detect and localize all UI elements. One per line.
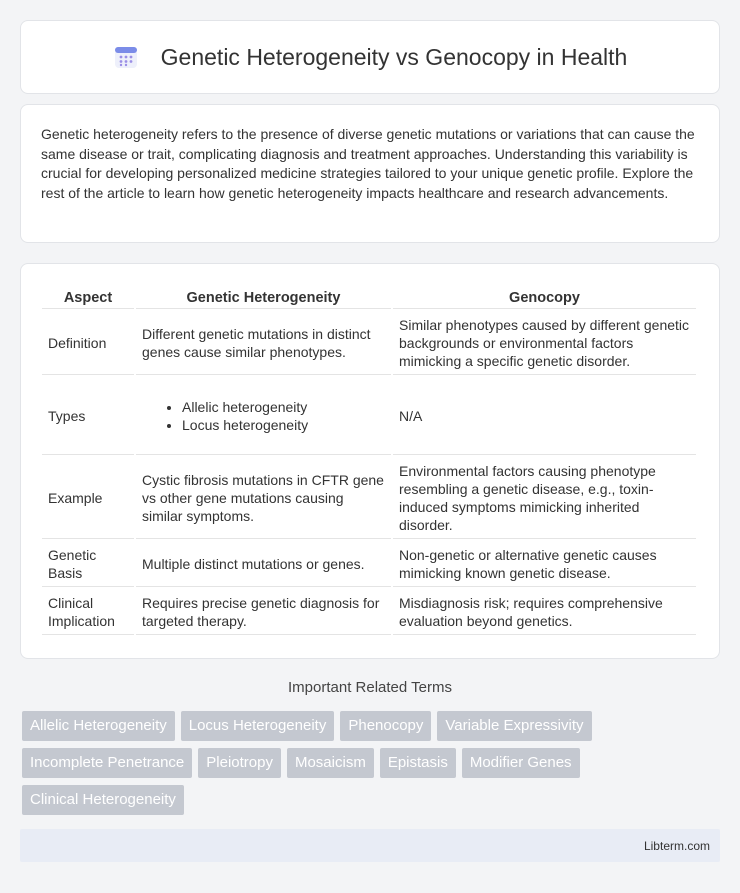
table-row	[42, 457, 696, 539]
intro-card	[20, 104, 720, 243]
cell-genetic-heterogeneity: Different genetic mutations in distinct genes cause similar phenotypes.	[136, 311, 391, 375]
cell-aspect: Types	[42, 377, 134, 455]
related-terms-title: Important Related Terms	[288, 679, 452, 696]
related-term-tag[interactable]: Mosaicism	[287, 748, 374, 778]
table-row	[42, 377, 696, 455]
calendar-icon	[113, 44, 139, 70]
related-term-tag[interactable]: Epistasis	[380, 748, 456, 778]
footer-site-link[interactable]: Libterm.com	[643, 838, 710, 853]
related-term-tag[interactable]: Pleiotropy	[198, 748, 281, 778]
cell-aspect: Genetic Basis	[42, 541, 134, 587]
footer	[20, 829, 720, 862]
cell-genetic-heterogeneity: Cystic fibrosis mutations in CFTR gene vs other gene mutations causing similar symptoms.	[136, 457, 391, 539]
related-term-tag[interactable]: Variable Expressivity	[437, 711, 591, 741]
related-terms-list	[22, 711, 722, 822]
cell-genocopy: Similar phenotypes caused by different genetic backgrounds or environmental factors mimicking a specific genetic disorder.	[393, 311, 696, 375]
table-row	[42, 541, 696, 587]
related-term-tag[interactable]: Phenocopy	[340, 711, 431, 741]
table-row	[42, 311, 696, 375]
types-list	[142, 398, 385, 434]
cell-genetic-heterogeneity: Requires precise genetic diagnosis for targeted therapy.	[136, 589, 391, 635]
comparison-card	[20, 263, 720, 659]
cell-aspect: Clinical Implication	[42, 589, 134, 635]
cell-aspect: Definition	[42, 311, 134, 375]
table-header-row	[42, 285, 696, 309]
cell-aspect: Example	[42, 457, 134, 539]
header-aspect: Aspect	[42, 285, 134, 309]
header-genetic-heterogeneity: Genetic Heterogeneity	[136, 285, 391, 309]
cell-genocopy: Misdiagnosis risk; requires comprehensive evaluation beyond genetics.	[393, 589, 696, 635]
related-term-tag[interactable]: Locus Heterogeneity	[181, 711, 335, 741]
list-item: • Allelic heterogeneity	[182, 398, 385, 416]
title-card	[20, 20, 720, 94]
cell-genetic-heterogeneity	[136, 377, 391, 455]
comparison-table	[40, 283, 698, 637]
cell-genocopy: Non-genetic or alternative genetic causes mimicking known genetic disease.	[393, 541, 696, 587]
cell-genocopy: Environmental factors causing phenotype resembling a genetic disease, e.g., toxin-induced symptoms mimicking inherited disorder.	[393, 457, 696, 539]
list-item: • Locus heterogeneity	[182, 416, 385, 434]
cell-genocopy: N/A	[393, 377, 696, 455]
page-title: Genetic Heterogeneity vs Genocopy in Health	[160, 43, 628, 70]
related-term-tag[interactable]: Incomplete Penetrance	[22, 748, 192, 778]
intro-text: Genetic heterogeneity refers to the presence of diverse genetic mutations or variations that can cause the same disease or trait, complicating diagnosis and treatment approaches. Understanding this variability is crucial for developing personalized medicine strategies tailored to your unique genetic profile. Explore the rest of the article to learn how genetic heterogeneity impacts healthcare and research advancements.	[41, 126, 695, 201]
related-term-tag[interactable]: Modifier Genes	[462, 748, 580, 778]
related-term-tag[interactable]: Clinical Heterogeneity	[22, 785, 184, 815]
header-genocopy: Genocopy	[393, 285, 696, 309]
related-term-tag[interactable]: Allelic Heterogeneity	[22, 711, 175, 741]
table-row	[42, 589, 696, 635]
cell-genetic-heterogeneity: Multiple distinct mutations or genes.	[136, 541, 391, 587]
